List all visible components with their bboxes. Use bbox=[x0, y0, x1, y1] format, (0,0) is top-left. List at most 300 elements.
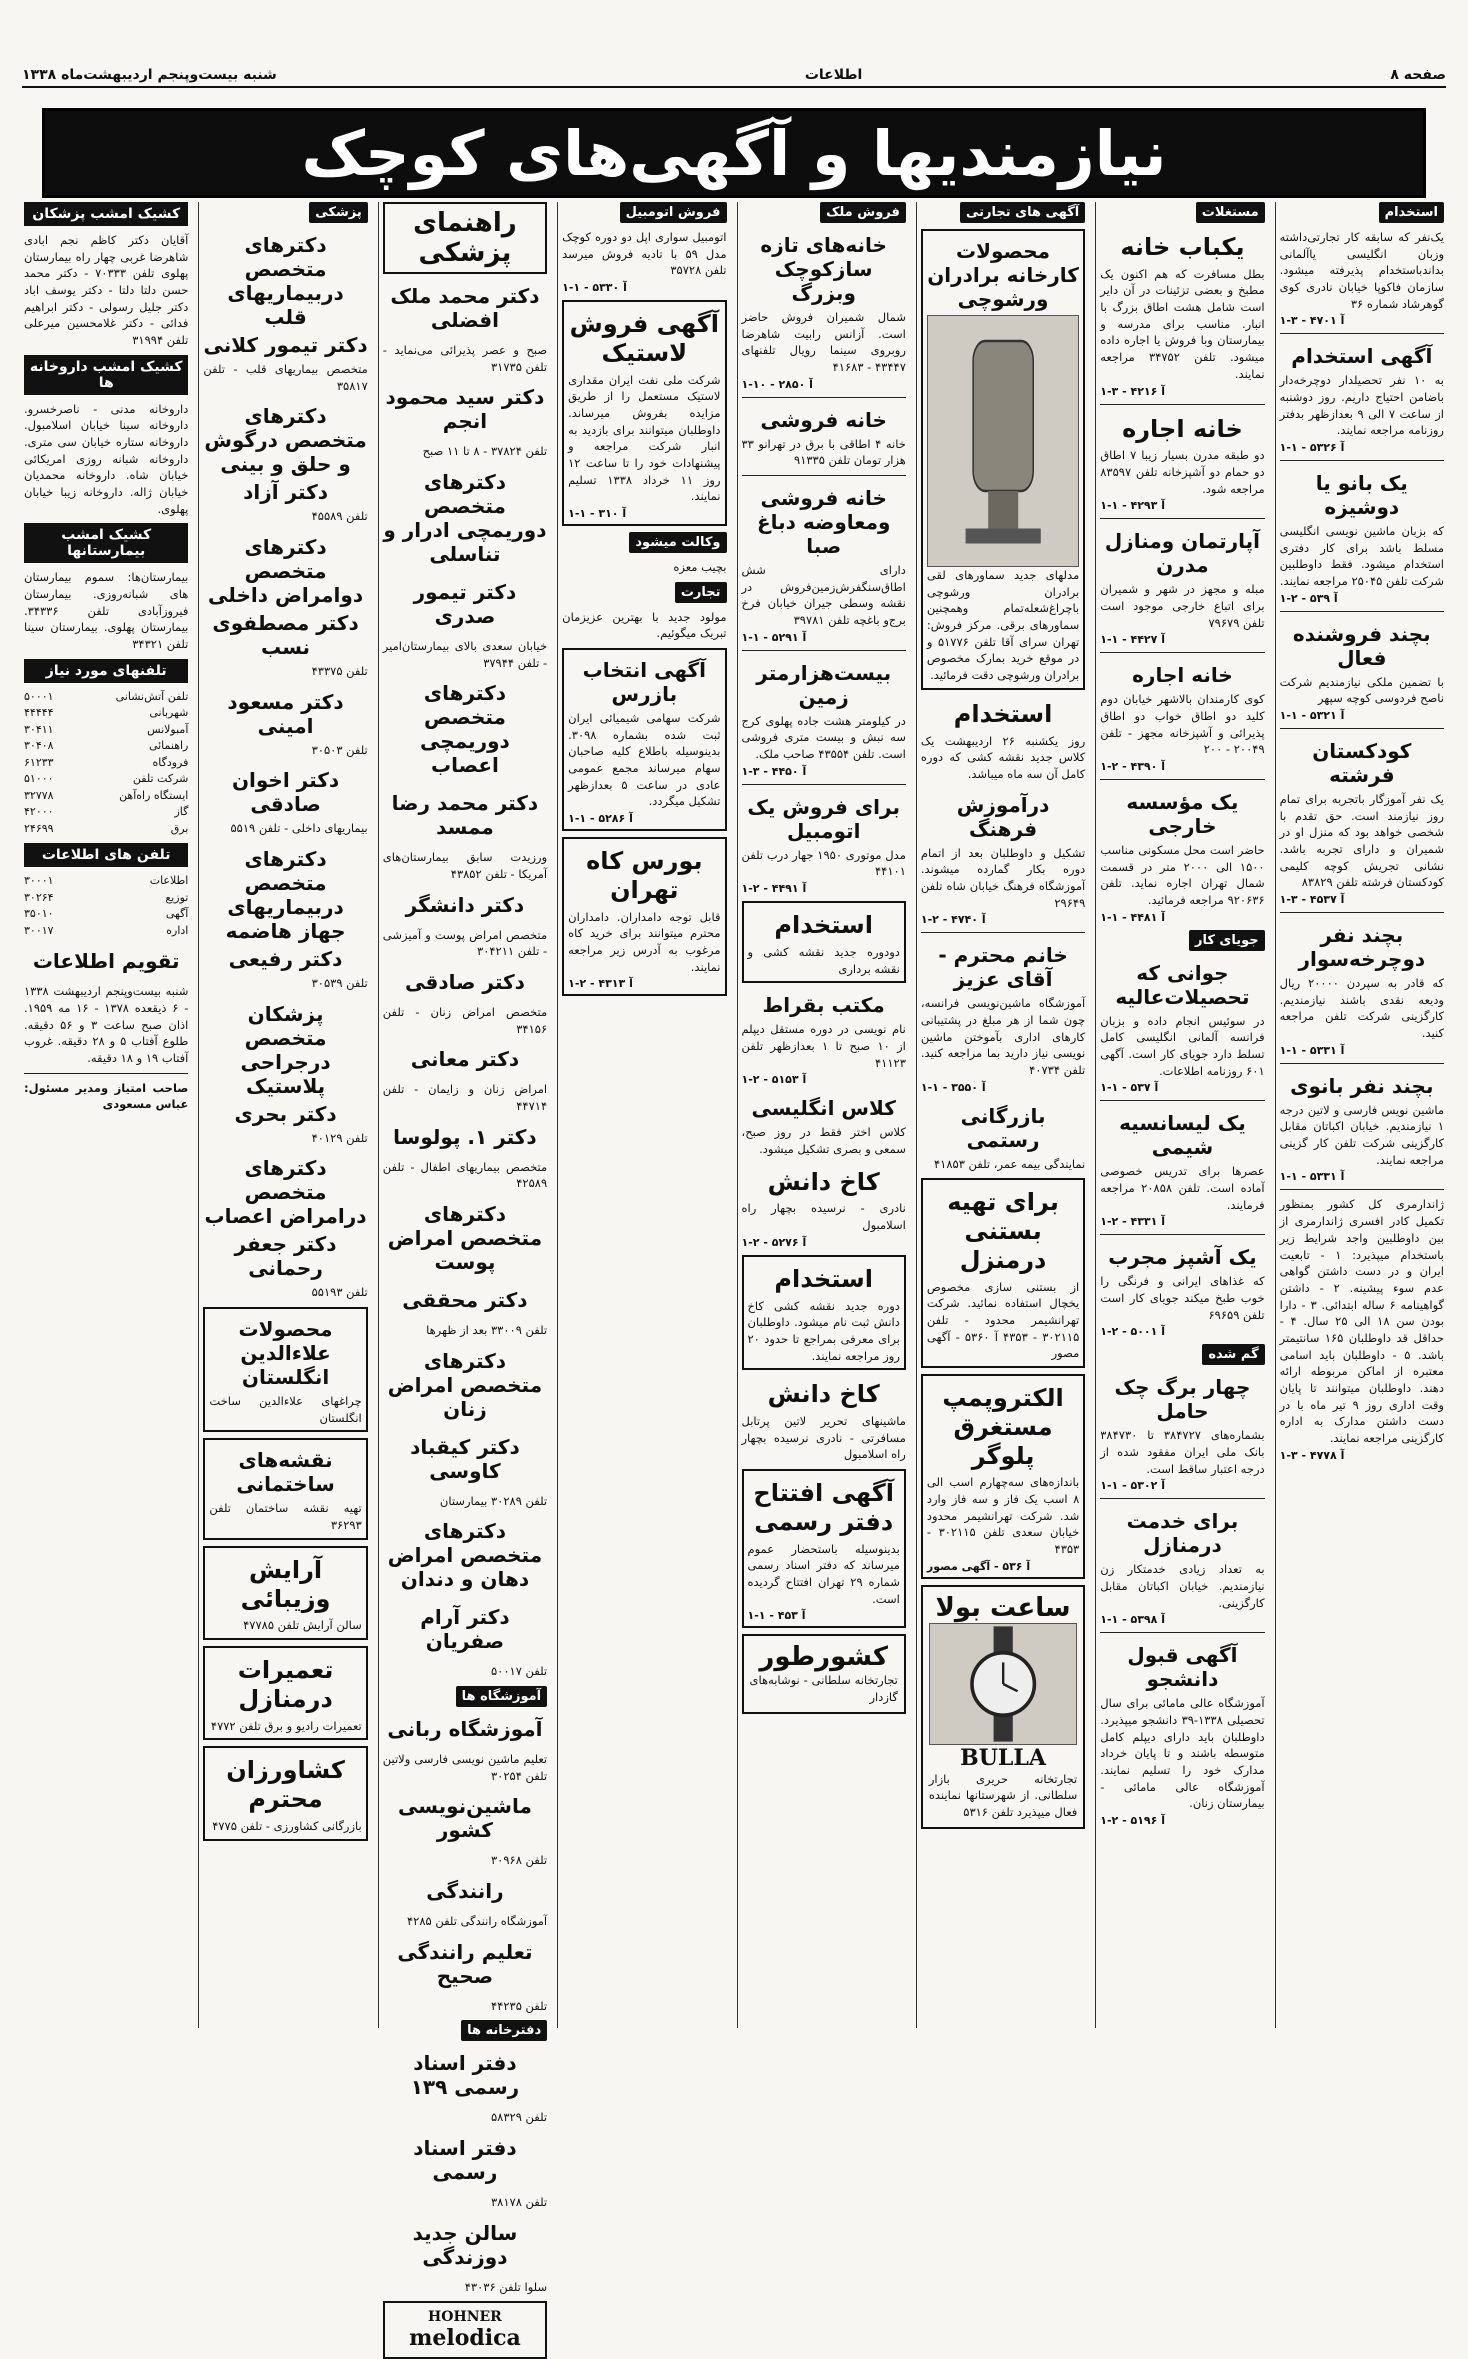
school-info: تلفن ۴۴۲۳۵ bbox=[490, 1998, 548, 2013]
classified-ad bbox=[742, 1376, 906, 1463]
list-item bbox=[24, 771, 188, 788]
pump-ad bbox=[921, 1374, 1085, 1579]
ad-title: یک بانو یا دوشیزه bbox=[1315, 471, 1408, 520]
ad-text: که قادر به سپردن ۲۰۰۰۰ ریال ودیعه نقدی باشند نیازمندیم. کارگزینی شرکت تلفن مراجعه کنید. bbox=[1279, 976, 1444, 1041]
ad-code: آ ۴۳۳۱ - ۲-۱ bbox=[1100, 1215, 1165, 1229]
section-tag: آموزشگاه ها bbox=[456, 1686, 547, 1707]
phone-number: ۴۴۴۴۴ bbox=[24, 706, 54, 720]
ad-title: یک لیسانسیه شیمی bbox=[1119, 1111, 1246, 1160]
classified-ad bbox=[1100, 1505, 1264, 1626]
school-info: تعلیم ماشین نویسی فارسی ولاتین تلفن ۳۰۲۵۴ bbox=[382, 1752, 548, 1783]
ad-code: آ ۵۳۹ - ۲-۱ bbox=[1279, 591, 1338, 605]
ad-title: خانه اجاره bbox=[1132, 663, 1233, 688]
column-real-estate bbox=[1095, 202, 1268, 2028]
phone-number: ۴۲۰۰۰ bbox=[24, 805, 54, 819]
ad-title: بچند نفر دوچرخه‌سوار bbox=[1298, 923, 1426, 972]
ad-text: سالن آرایش تلفن ۴۷۷۸۵ bbox=[243, 1618, 362, 1633]
list-item bbox=[24, 906, 188, 923]
doctor-name: دکتر تیمور صدری bbox=[413, 580, 517, 629]
ad-title: نقشه‌های ساختمانی bbox=[236, 1448, 335, 1497]
page-header bbox=[22, 64, 1446, 88]
section-tag: فروش اتومبیل bbox=[620, 202, 727, 223]
ad-title: بچند نفر بانوی bbox=[1290, 1073, 1434, 1098]
ad-text: مدل موتوری ۱۹۵۰ جهار درب تلفن ۴۴۱۰۱ bbox=[741, 847, 906, 879]
phone-number: ۳۵۰۱۰ bbox=[24, 907, 54, 921]
ad-code: آ ۲۸۵۰ - ۱۰-۱ bbox=[741, 377, 813, 391]
column-property-sale bbox=[737, 202, 910, 2028]
classified-ad bbox=[1280, 919, 1444, 1057]
ad-text: تهیه نقشه ساختمان تلفن ۳۶۲۹۳ bbox=[209, 1501, 362, 1533]
classified-ad bbox=[1280, 229, 1444, 327]
list-item bbox=[24, 804, 188, 821]
ad-title: برای تهیه بستنی درمنزل bbox=[947, 1188, 1059, 1274]
ad-text: به تعداد زیادی خدمتکار زن نیازمندیم. خیابان اکباتان مقابل کارگزینی. bbox=[1100, 1562, 1265, 1610]
ad-title: خانه اجاره bbox=[1122, 414, 1243, 443]
office-name: سالن جدید دوزندگی bbox=[412, 2220, 518, 2269]
ad-text: ماشین نویس فارسی و لاتین درجه ۱ نیازمندیم. خیابان اکباتان مقابل کارگزینی شرکت تلفن کار گزینی مراجعه نمایند. bbox=[1279, 1102, 1444, 1167]
doctor-name: دکتر رفیعی bbox=[228, 947, 343, 972]
ad-text: بازرگانی کشاورزی - تلفن ۴۷۷۵ bbox=[212, 1818, 362, 1833]
ad-title: آگهی انتخاب بازرس bbox=[582, 658, 707, 706]
ad-text: آموزشگاه ماشین‌نویسی فرانسه، چون شما از هر مبلغ در پشتیبانی کارهای اداری بآموختن ماشین نویسی نیاز دارید بما مراجعه کنید. تلفن ۴۰۷۳۴ bbox=[920, 996, 1086, 1077]
classified-ad bbox=[1100, 229, 1264, 398]
phone-name: اداره bbox=[166, 923, 189, 937]
classified-ad bbox=[742, 229, 906, 391]
ad-code: آ ۴۳۱۳ - ۲-۱ bbox=[568, 977, 633, 991]
ad-code: آ ۴۷۷۸ - ۳-۱ bbox=[1279, 1448, 1345, 1462]
ad-title: کشاورزان محترم bbox=[226, 1756, 345, 1814]
doctor-name: دکتر کیقباد کاوسی bbox=[410, 1434, 520, 1483]
specialist-ad bbox=[203, 686, 367, 759]
beverage-ad bbox=[742, 1634, 906, 1713]
ad-code: آ ۴۳۹۰ - ۲-۱ bbox=[1100, 760, 1165, 774]
samovar-image bbox=[927, 315, 1079, 567]
ad-title: یک مؤسسه خارجی bbox=[1126, 790, 1239, 839]
classified-ad bbox=[562, 648, 726, 831]
list-item bbox=[24, 705, 188, 722]
ad-text: نادری - نرسیده بچهار راه اسلامبول bbox=[741, 1201, 906, 1233]
divider bbox=[24, 1073, 188, 1074]
doctor-info: متخصص بیماریهای اطفال - تلفن ۴۲۵۸۹ bbox=[382, 1159, 548, 1191]
classified-ad bbox=[742, 404, 906, 469]
ad-text: قابل توجه دامداران. دامداران محترم میتوانند برای خرید کاه مرغوب به آدرس زیر مراجعه نمایند. bbox=[568, 909, 721, 974]
section-header: کشیک امشب داروخانه ها bbox=[24, 355, 188, 395]
classified-ad bbox=[1280, 1196, 1444, 1461]
classified-ad bbox=[562, 837, 726, 996]
phone-name: توزیع bbox=[165, 890, 189, 904]
specialist-ad bbox=[203, 1152, 367, 1301]
medical-guide-header bbox=[383, 202, 547, 274]
ad-text: بچیب معزه bbox=[673, 559, 727, 574]
phone-name: برق bbox=[170, 821, 189, 835]
classified-ad bbox=[1100, 411, 1264, 513]
phone-name: راهنمائی bbox=[148, 739, 189, 753]
column-employment bbox=[1275, 202, 1448, 2028]
duty-pharmacies-text: داروخانه مدنی - ناصرخسرو. داروخانه سینا خیابان اسلامبول. داروخانه ستاره خیابان سی متری. داروخانه شبانه روزی امریکائی خیابان شاه. داروخانه محمدیان خیابان ژاله. داروخانه زیبا خیابان پهلوی. bbox=[24, 401, 189, 516]
classified-ad bbox=[1100, 957, 1264, 1095]
classified-ad bbox=[742, 791, 906, 895]
melodica-brand: melodica bbox=[409, 2325, 521, 2352]
doctor-info: تلفن ۳۰۲۸۹ بیمارستان bbox=[439, 1493, 548, 1508]
list-item bbox=[24, 689, 188, 706]
phone-number: ۵۱۰۰۰ bbox=[24, 772, 54, 786]
ad-title: برای فروش یک اتومبیل bbox=[747, 794, 900, 843]
list-item bbox=[24, 923, 188, 940]
section-header: کشیک امشب بیمارستانها bbox=[24, 523, 188, 563]
school-info: آموزشگاه رانندگی تلفن ۴۲۸۵ bbox=[406, 1914, 548, 1929]
ad-code: آ ۵۲۷۶ - ۲-۱ bbox=[741, 1235, 807, 1249]
specialist-ad bbox=[203, 764, 367, 837]
doctor-name: دکتر سید محمود انجم bbox=[385, 385, 545, 434]
ad-title: خانه فروشی bbox=[760, 407, 887, 432]
ad-text: دودوره جدید نقشه کشی و نقشه برداری bbox=[747, 944, 900, 976]
doctor-name: دکتر مسعود امینی bbox=[227, 689, 344, 738]
classified-ad bbox=[1100, 1241, 1264, 1338]
ad-title: دکترهای متخصص درگوش و حلق و بینی bbox=[204, 404, 367, 477]
classified-ad bbox=[742, 901, 906, 983]
ad-text: شمال شمیران فروش حاضر است. آزانس رابیت شاهرضا روبروی سینما رویال تلفنهای ۴۳۴۴۷ - ۴۱۶۸۳ bbox=[741, 310, 906, 375]
divider bbox=[1100, 652, 1264, 653]
commercial-ad bbox=[203, 1438, 367, 1539]
office-name: دفتر اسناد رسمی bbox=[413, 2136, 517, 2185]
doctor-name: دکتر اخوان صادقی bbox=[231, 768, 340, 817]
phone-name: گاز bbox=[174, 805, 189, 819]
divider bbox=[742, 475, 906, 476]
ad-text: که بزبان ماشین نویسی انگلیسی مسلط باشد برای کار دفتری استخدام میشود. فقط داوطلبین شرکت تلفن ۲۵۰۴۵ مراجعه نمایند. bbox=[1279, 524, 1444, 589]
school-info: تلفن ۳۰۹۶۸ bbox=[490, 1853, 548, 1868]
classified-ad bbox=[742, 1255, 906, 1370]
classified-ad bbox=[742, 1164, 906, 1249]
specialist-ad bbox=[203, 843, 367, 992]
doctor-name: دکتر مصطفوی نسب bbox=[212, 611, 359, 660]
ad-text: با تضمین ملکی نیازمندیم شرکت ناصح فردوسی کوچه سپهر bbox=[1279, 674, 1444, 706]
divider bbox=[1100, 779, 1264, 780]
watch-brand-latin: BULLA bbox=[960, 1744, 1046, 1771]
divider bbox=[1100, 1498, 1264, 1499]
ad-text: ماشینهای تحریر لاتین پرتابل مسافرتی - نادری نرسیده بچهار راه اسلامبول bbox=[741, 1414, 906, 1462]
specialty-title: دکترهای متخصص امراض پوست bbox=[387, 1202, 543, 1275]
ad-code: آ ۳۱۰ - ۱-۱ bbox=[568, 506, 627, 520]
section-tag: آگهی های تجارتی bbox=[960, 202, 1085, 223]
ad-text: کلاس اختر فقط در روز صبح، سمعی و بصری تشکیل میشود. bbox=[741, 1125, 906, 1156]
office-name: دفتر اسناد رسمی ۱۳۹ bbox=[410, 2051, 520, 2100]
ad-text: نمایندگی بیمه عمر، تلفن ۴۱۸۵۳ bbox=[933, 1156, 1086, 1171]
classified-ad bbox=[1100, 786, 1264, 924]
section-header: تلفنهای مورد نیاز bbox=[24, 659, 188, 683]
classified-ad bbox=[921, 939, 1085, 1093]
ice-cream-maker-ad bbox=[921, 1178, 1085, 1368]
divider bbox=[1100, 1100, 1264, 1101]
ad-title: آگهی قبول دانشجو bbox=[1127, 1643, 1238, 1692]
doctor-name: دکتر آرام صفریان bbox=[420, 1605, 510, 1654]
calendar-title: تقویم اطلاعات bbox=[32, 949, 180, 974]
ad-title: محصولات کارخانه برادران ورشوچی bbox=[927, 239, 1079, 311]
section-tag: فروش ملک bbox=[820, 202, 906, 223]
section-tag: مستغلات bbox=[1196, 202, 1265, 223]
column-duty-listings bbox=[20, 202, 192, 2028]
school-name: رانندگی bbox=[426, 1879, 504, 1904]
doctor-info: تلفن ۳۳۰۰۹ بعد از ظهرها bbox=[426, 1323, 548, 1338]
doctor-name: دکتر بحری bbox=[234, 1101, 337, 1126]
doctor-info: امراض زنان و زایمان - تلفن ۴۴۷۱۴ bbox=[382, 1082, 548, 1114]
ad-code: آ ۵۲۸۶ - ۱-۱ bbox=[568, 812, 633, 826]
classified-ad bbox=[742, 989, 906, 1086]
column-commercial bbox=[916, 202, 1089, 2028]
ad-text: تلفن ۴۳۳۷۵ bbox=[311, 664, 368, 679]
ad-title: آرایش وزیبائی bbox=[240, 1555, 331, 1613]
commercial-ad bbox=[203, 1307, 367, 1432]
classified-ad bbox=[1100, 1639, 1264, 1827]
ad-code: آ ۵۳۲۱ - ۱-۱ bbox=[1279, 709, 1345, 723]
school-name: آموزشگاه ربانی bbox=[387, 1717, 543, 1742]
ad-code: آ ۵۳۰۲ - ۱-۱ bbox=[1100, 1479, 1165, 1493]
newspaper-name: اطلاعات bbox=[804, 67, 863, 83]
ad-code: آ ۴۲۱۶ - ۳-۱ bbox=[1100, 384, 1165, 398]
ad-code: آ ۵۲۹۱ - ۱-۱ bbox=[741, 630, 807, 644]
classified-ad bbox=[742, 1469, 906, 1628]
classified-ad bbox=[1100, 525, 1264, 646]
column-specialists bbox=[198, 202, 371, 2028]
specialty-title: دکترهای متخصص امراض زنان bbox=[387, 1348, 543, 1421]
divider bbox=[1280, 333, 1444, 334]
ad-text: دو طبقه مدرن بسیار زیبا ۷ اطاق دو حمام دو آشپزخانه تلفن ۸۳۵۹۷ مراجعه شود. bbox=[1100, 448, 1265, 496]
section-tag: پزشکی bbox=[309, 202, 367, 223]
ad-title: جوانی که تحصیلات‌عالیه bbox=[1115, 960, 1250, 1009]
ad-text: در سوئیس انجام داده و بزبان فرانسه آلمانی انگلیسی کامل تسلط دارد جویای کار است. آگهی ۶۰۱ روزنامه اطلاعات. bbox=[1100, 1013, 1265, 1078]
melodica-ad bbox=[383, 2301, 547, 2359]
doctor-name: دکتر ۱. پولوسا bbox=[393, 1124, 537, 1149]
list-item bbox=[24, 821, 188, 838]
watch-brand: ساعت بولا bbox=[935, 1592, 1071, 1623]
ad-code: آ ۴۴۵۰ - ۳-۱ bbox=[741, 764, 807, 778]
classified-ad bbox=[1280, 340, 1444, 454]
phone-number: ۶۱۲۳۳ bbox=[24, 755, 54, 769]
section-tag: استخدام bbox=[1379, 202, 1444, 223]
phone-name: فرودگاه bbox=[152, 755, 189, 769]
classified-ad bbox=[742, 657, 906, 778]
phone-number: ۳۰۴۱۱ bbox=[24, 722, 54, 736]
ad-text: تشکیل و داوطلبان بعد از اتمام دوره بکار گمارده میشوند. آموزشگاه فرهنگ خیابان شاه تلفن ۲۹۶۴۹ bbox=[920, 845, 1086, 910]
ad-title: پزشکان متخصص درجراحی پلاستیک bbox=[240, 1001, 331, 1098]
phone-list bbox=[24, 689, 188, 838]
samovar-icon bbox=[928, 316, 1078, 566]
section-tag: تجارت bbox=[675, 582, 727, 603]
ad-text: تلفن ۳۰۵۳۹ bbox=[311, 976, 368, 991]
ad-text: کوی کارمندان بالاشهر خیابان دوم کلید دو اطاق خواب دو اطاق پذیرائی و آشپزخانه مجهز - تلفن ۲۰۰۴۹ - ۲۰۰ bbox=[1100, 692, 1265, 757]
section-tag: گم شده bbox=[1202, 1344, 1264, 1365]
ad-code: آ ۵۰۰۱ - ۲-۱ bbox=[1100, 1325, 1165, 1339]
ad-text: مدلهای جدید سماورهای لقی برادران ورشوچی باچراغ‌شعله‌تمام وهمچنین سماورهای برقی. مرکز فروش: تهران سرای آقا تلفن ۵۱۷۷۶ و در موقع خرید بمارک مخصوص برادران ورشوچی دقت فرمائید. bbox=[926, 568, 1080, 683]
section-header: تلفن های اطلاعات bbox=[24, 843, 188, 867]
ad-title: چهار برگ چک حامل bbox=[1114, 1375, 1251, 1424]
ad-text: یک‌نفر که سابقه کار تجارتی‌داشته وزبان انگلیسی یاآلمانی بداندباستخدام پذیرفته میشود. سازمان فاکوپا خیابان نادری کوی گوهرشاد شماره ۳۶ bbox=[1279, 230, 1444, 311]
list-item bbox=[24, 738, 188, 755]
ad-text: نام نویسی در دوره مستقل دیپلم از ۱۰ صبح تا ۱ بعدازظهر تلفن ۴۱۱۲۳ bbox=[741, 1022, 906, 1070]
commercial-ad bbox=[203, 1546, 367, 1640]
list-item bbox=[24, 890, 188, 907]
phone-name: آمبولانس bbox=[147, 722, 189, 736]
ad-title: تعمیرات درمنازل bbox=[237, 1656, 334, 1713]
ad-title: برای خدمت درمنازل bbox=[1126, 1509, 1239, 1558]
section-banner bbox=[42, 108, 1426, 198]
ad-title: کاخ دانش bbox=[767, 1167, 880, 1196]
specialty-title: دکترهای متخصص دوریمچی ادرار و تناسلی bbox=[383, 470, 547, 567]
doctor-info: ورزیدت سابق بیمارستان‌های آمریکا - تلفن ۴۳۸۵۲ bbox=[382, 850, 548, 882]
ad-code: آ ۵۳۷ - ۱-۱ bbox=[1100, 1081, 1159, 1095]
list-item bbox=[24, 788, 188, 805]
ad-text: حاضر است محل مسکونی مناسب ۱۵۰۰ الی ۲۰۰۰ متر در قسمت شمال تهران اجاره نماید. تلفن ۹۲۰۶۳۶ مراجعه فرمائید. bbox=[1100, 843, 1265, 908]
doctor-name: دکتر دانشگر bbox=[405, 892, 525, 917]
publisher-line: صاحب امتیاز ومدیر مسئول: عباس مسعودی bbox=[24, 1080, 189, 1112]
ad-code: آ ۵۳۶ - آگهی مصور bbox=[926, 1559, 1031, 1573]
ad-title: بورس کاه تهران bbox=[586, 847, 703, 904]
divider bbox=[1280, 912, 1444, 913]
doctor-name: دکتر محمد ملک افضلی bbox=[390, 284, 540, 332]
divider bbox=[1280, 728, 1444, 729]
ad-text: دارای شش اطاق‌سنگفرش‌زمین‌فروش در نقشه وسطی جیران خیابان فرخ برج‌و باغچه تلفن ۳۹۷۸۱ bbox=[741, 563, 906, 628]
ad-text: تلفن ۴۰۱۲۹ bbox=[311, 1130, 368, 1145]
samovar-ad bbox=[921, 229, 1085, 690]
ad-title: استخدام bbox=[953, 699, 1053, 728]
doctor-name: دکتر جعفر رحمانی bbox=[234, 1232, 337, 1281]
divider bbox=[742, 784, 906, 785]
ad-text: در کیلومتر هشت جاده پهلوی کرج سه‌ نبش و بیست متری فروشی است. تلفن ۴۳۵۵۴ صاحب ملک. bbox=[741, 713, 906, 762]
ad-text: از بستنی سازی مخصوص یخچال استفاده نمائید. شرکت تهرانشیمر محدود - تلفن ۳۰۲۱۱۵ - ۴۳۵۳ آ ۵۳۶۰ - آگهی مصور bbox=[926, 1279, 1080, 1361]
ad-code: آ ۴۴۸۱ - ۱-۱ bbox=[1100, 910, 1165, 924]
ad-code: آ ۴۵۳۷ - ۳-۱ bbox=[1279, 893, 1345, 907]
phone-number: ۲۴۶۹۹ bbox=[24, 821, 54, 835]
ad-title: بازرگانی رستمی bbox=[960, 1103, 1046, 1152]
ad-title: کلاس انگلیسی bbox=[751, 1096, 896, 1121]
ad-text: اتومبیل سواری اپل دو دوره کوچک مدل ۵۹ با تادیه فروش میرسد تلفن ۳۵۷۲۸ bbox=[562, 230, 727, 278]
classified-ad bbox=[562, 300, 726, 526]
divider bbox=[1280, 611, 1444, 612]
ad-text: بیماریهای داخلی - تلفن ۵۵۱۹ bbox=[230, 821, 368, 836]
divider bbox=[1280, 1189, 1444, 1190]
ad-code: آ ۵۳۹۸ - ۱-۱ bbox=[1100, 1613, 1165, 1627]
ad-code: آ ۴۷۰۱ - ۳-۱ bbox=[1279, 314, 1345, 328]
doctor-info: خیابان سعدی بالای بیمارستان‌امیر - تلفن ۳۷۹۴۴ bbox=[382, 639, 548, 670]
ad-text: روز یکشنبه ۲۶ اردیبهشت یک کلاس جدید نقشه کشی که دوره کامل آن سه ماه میباشد. bbox=[920, 733, 1086, 781]
watch-icon bbox=[930, 1624, 1076, 1744]
duty-doctors-text: آقایان دکتر کاظم نجم ابادی شاهرضا غربی چهار راه بیمارستان پهلوی تلفن ۷۰۳۳۳ - دکتر محمد حسن دلتا دلتا - دکتر یوسف اباد دکتر جلیل رسولی - دکتر ابراهیم فدائی - دکتر غلامحسین میرعلی تلفن ۳۱۹۹۴ bbox=[24, 233, 189, 348]
classified-ad bbox=[1280, 1070, 1444, 1184]
phone-number: ۳۰۲۶۴ bbox=[24, 890, 54, 904]
list-item bbox=[24, 755, 188, 772]
ad-title: درآموزش فرهنگ bbox=[956, 792, 1050, 841]
phone-name: شهربانی bbox=[149, 706, 189, 720]
ad-code: آ ۴۷۴۰ - ۲-۱ bbox=[920, 913, 986, 927]
ad-title: استخدام bbox=[774, 1264, 873, 1293]
doctor-info: متخصص امراض زنان - تلفن ۳۴۱۵۶ bbox=[382, 1005, 548, 1036]
divider bbox=[1100, 1632, 1264, 1633]
medical-guide-title: راهنمای پزشکی bbox=[413, 208, 517, 268]
ad-title: بیست‌هزارمتر زمین bbox=[756, 660, 892, 709]
commercial-ad bbox=[203, 1746, 367, 1840]
classified-ad bbox=[1100, 659, 1264, 773]
phone-name: آگهی bbox=[165, 907, 189, 921]
doctor-name: دکتر محققی bbox=[402, 1288, 528, 1313]
office-info: سلوا تلفن ۴۳۰۳۶ bbox=[464, 2279, 548, 2294]
ad-code: آ ۴۴۲۷ - ۱-۱ bbox=[1100, 633, 1165, 647]
ad-title: یکباب خانه bbox=[1120, 233, 1245, 261]
ad-text: خانه ۴ اطاقی با برق در تهرانو ۳۳ هزار تومان تلفن ۹۱۳۳۵ bbox=[741, 436, 906, 468]
ad-text: تجارتخانه حریری بازار سلطانی. از شهرستانها نماینده فعال میپذیرد تلفن ۵۳۱۶ bbox=[928, 1771, 1078, 1820]
info-phone-list bbox=[24, 873, 188, 939]
school-name: ماشین‌نویسی کشور bbox=[398, 1794, 532, 1843]
ad-text: یک نفر آموزگار باتجربه برای تمام روز نیازمند است. حق تقدم با شخصی خواهد بود که منزل او در شمیران و دارای تجربه باشد. نشانی تجریش کوچه کلیمی کودکستان فرشته تلفن ۸۳۸۲۹ bbox=[1279, 792, 1444, 890]
ad-title: مکتب بقراط bbox=[762, 993, 885, 1018]
classified-ad bbox=[1280, 735, 1444, 906]
classified-ad bbox=[562, 229, 726, 294]
ad-code: آ ۵۱۵۳ - ۲-۱ bbox=[741, 1073, 807, 1087]
beverage-brand: کشورطور bbox=[759, 1642, 888, 1673]
column-medical-guide bbox=[378, 202, 551, 2352]
classified-ad bbox=[742, 482, 906, 644]
ad-text: ژاندارمری کل کشور بمنظور تکمیل کادر افسری ژاندارمری از بین داوطلبین واجد شرایط زیر باستخدام میپذیرد: ۱ - تابعیت ایران و در دست داشتن گواهی عدم سوء پیشینه. ۲ - داشتن گواهینامه ۶ ساله ابتدائی. ۳ - دارا بودن سن ۱۸ الی ۲۵ سال. ۴ - حداقل قد داوطلبان ۱۶۵ سانتیمتر باشد. ۵ - داوطلبان باید اسامی معتبره از اماکن مربوطه ارائه دهند. داوطلبان میتوانند تا پایان وقت اداری روز ۹ تیر ماه با در دست داشتن مدارک به اداره کارگزینی مراجعه نمایند. bbox=[1279, 1197, 1444, 1445]
divider bbox=[1100, 404, 1264, 405]
ad-text: باندازه‌های سه‌چهارم اسب الی ۸ اسب یک فاز و سه فاز وارد شد. شرکت تهرانشیمر محدود خیابان سعدی تلفن ۳۰۲۱۱۵ - ۴۳۵۳ bbox=[926, 1475, 1080, 1557]
specialist-ad bbox=[203, 400, 367, 525]
phone-number: ۳۰۴۰۸ bbox=[24, 739, 54, 753]
phone-name: شرکت تلفن bbox=[132, 772, 189, 786]
doctor-name: دکتر تیمور کلانی bbox=[203, 333, 368, 357]
ad-text: مبله و مجهز در شهر و شمیران برای اتباع خارجی موجود است تلفن ۷۹۶۷۹ bbox=[1100, 582, 1265, 630]
school-name: تعلیم رانندگی صحیح bbox=[397, 1939, 533, 1988]
classifieds-page bbox=[20, 202, 1448, 2352]
ad-title: استخدام bbox=[774, 911, 873, 940]
doctor-info: تلفن ۵۰۰۱۷ bbox=[490, 1664, 548, 1679]
specialist-ad bbox=[203, 229, 367, 394]
ad-title: کاخ دانش bbox=[767, 1380, 880, 1409]
ad-code: آ ۳۵۵۰ - ۱-۱ bbox=[920, 1080, 986, 1094]
calendar-text: شنبه بیست‌وپنجم اردیبهشت ۱۳۳۸ - ۶ ذیقعده ۱۳۷۸ - ۱۶ مه ۱۹۵۹. اذان صبح ساعت ۳ و ۵۶ دقیقه. طلوع آفتاب ۵ و ۲۸ دقیقه. غروب آفتاب ۱۹ و ۱۸ دقیقه. bbox=[24, 984, 189, 1065]
divider bbox=[742, 397, 906, 398]
list-item bbox=[24, 722, 188, 739]
ad-text: تلفن ۵۵۱۹۳ bbox=[311, 1285, 368, 1300]
phone-number: ۳۰۰۱۷ bbox=[24, 923, 54, 937]
specialty-title: دکترهای متخصص دوریمچی اعصاب bbox=[420, 681, 510, 778]
ad-title: دکترهای متخصص دربیماریهای جهاز هاضمه bbox=[225, 847, 346, 944]
doctor-info: متخصص امراض پوست و آمیزشی - تلفن ۳۰۴۲۱۱ bbox=[382, 927, 548, 959]
ad-title: خانم محترم - آقای عزیز bbox=[938, 943, 1068, 992]
ad-title: خانه‌های تازه سازکوچک وبزرگ bbox=[760, 233, 887, 305]
divider bbox=[921, 932, 1085, 933]
doctor-info: تلفن ۳۷۸۲۴ - ۸ تا ۱۱ صبح bbox=[422, 444, 548, 459]
phone-name: ایستگاه راه‌آهن bbox=[119, 788, 189, 802]
ad-text: عصرها برای تدریس خصوصی آماده است. تلفن ۲۰۸۵۸ مراجعه فرمایند. bbox=[1100, 1164, 1265, 1212]
specialist-ad bbox=[203, 531, 367, 680]
issue-date: شنبه بیست‌وپنجم اردیبهشت‌ماه ۱۳۳۸ bbox=[22, 67, 277, 83]
ad-text: بدینوسیله باستحضار عموم میرساند که دفتر اسناد رسمی شماره ۲۹ تهران افتتاح گردیده است. bbox=[747, 1541, 900, 1606]
doctor-name: دکتر محمد رضا ممسد bbox=[391, 791, 539, 840]
ad-text: بطل مسافرت که هم اکنون یک مطبخ و بعضی تزئینات در آن دایر است شامل هشت اطاق بزرگ با انبار. مناسب برای مدرسه و بیمارستان وبا فروش یا اجاره داده میشود. تلفن ۳۴۷۵۲ مراجعه نمایند. bbox=[1100, 266, 1265, 381]
ad-title: دکترهای متخصص دربیماریهای قلب bbox=[227, 233, 344, 329]
classified-ad bbox=[921, 1100, 1085, 1173]
ad-text: به ۱۰ نفر تحصیلدار دوچرخه‌دار باضامن احتیاج داریم. روز دوشنبه از ساعت ۷ الی ۹ بعدازظهر بدفتر روزنامه مراجعه نمایند. bbox=[1279, 373, 1444, 438]
divider bbox=[1100, 1234, 1264, 1235]
page-number: صفحه ۸ bbox=[1390, 67, 1446, 83]
ad-text: متخصص بیماریهای قلب - تلفن ۳۵۸۱۷ bbox=[203, 362, 368, 393]
divider bbox=[742, 650, 906, 651]
ad-text: آموزشگاه عالی مامائی برای سال تحصیلی ۱۳۳۸-۳۹ دانشجو میپذیرد. داوطلبان باید دارای دیپلم کامل متوسطه باشند و تا پایان خرداد مدارک خود را تسلیم نمایند. آموزشگاه عالی مامائی - بیمارستان زنان. bbox=[1100, 1696, 1265, 1811]
ad-title: محصولات علاءالدین انگلستان bbox=[238, 1317, 333, 1390]
ad-title: یک آشپز مجرب bbox=[1108, 1245, 1257, 1270]
ad-text: چراغهای علاءالدین ساخت انگلستان bbox=[209, 1394, 362, 1425]
divider bbox=[1280, 1063, 1444, 1064]
ad-title: آگهی استخدام bbox=[1291, 344, 1433, 369]
divider bbox=[1280, 460, 1444, 461]
